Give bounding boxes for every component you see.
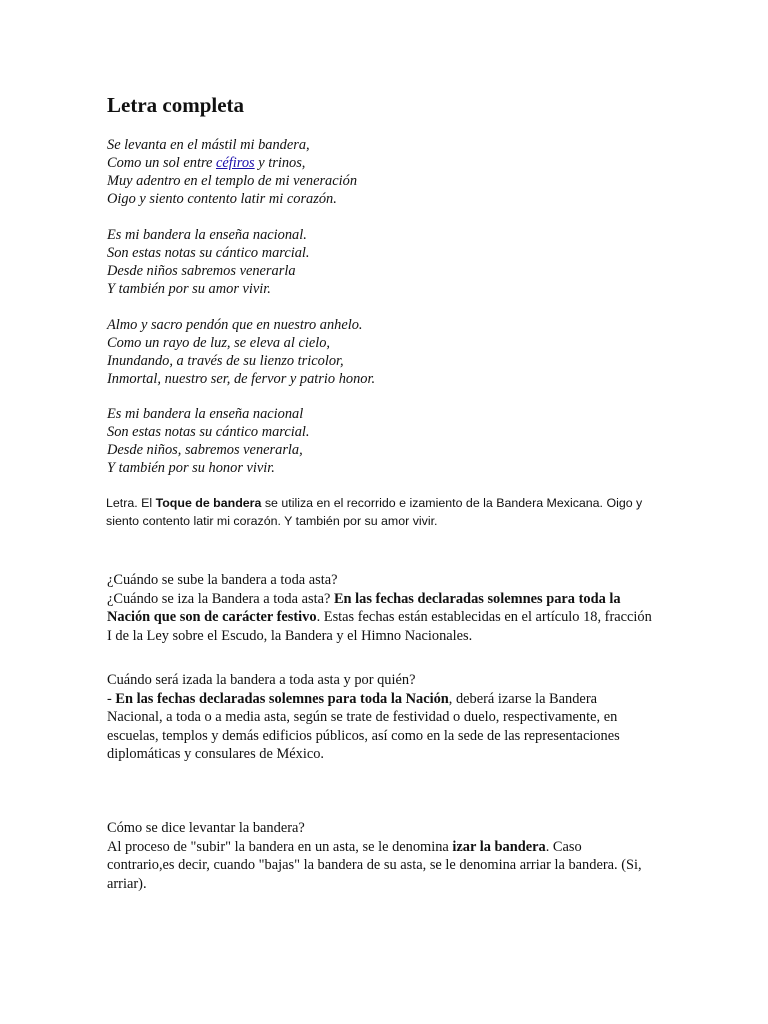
lyric-text: Como un sol entre	[107, 155, 216, 171]
answer-paragraph	[107, 838, 652, 894]
lyric-line: Desde niños, sabremos venerarla,	[107, 442, 303, 458]
lyric-text: y trinos,	[254, 155, 306, 171]
lyric-line: Inmortal, nuestro ser, de fervor y patrio honor.	[107, 371, 376, 387]
note-text: se utiliza en el recorrido e izamiento de la Bandera Mexicana. Oigo y siento contento latir mi corazón. Y también por su amor vivir.	[106, 496, 643, 528]
lyric-line: Almo y sacro pendón que en nuestro anhelo.	[107, 317, 363, 333]
lyric-line: Y también por su honor vivir.	[107, 460, 275, 476]
lyric-line: Son estas notas su cántico marcial.	[107, 245, 310, 261]
lyric-line	[107, 154, 357, 172]
lyric-line: Muy adentro en el templo de mi veneración	[107, 173, 358, 189]
lyric-line: Como un rayo de luz, se eleva al cielo,	[107, 335, 331, 351]
question-heading: Cuándo será izada la bandera a toda asta y por quién?	[107, 672, 416, 688]
lyric-line: Desde niños sabremos venerarla	[107, 263, 296, 279]
lyrics-stanza-1	[107, 136, 357, 208]
lyric-line: Es mi bandera la enseña nacional.	[107, 227, 307, 243]
question-heading: Cómo se dice levantar la bandera?	[107, 820, 305, 836]
answer-bold: En las fechas declaradas solemnes para toda la Nación que son de carácter festivo	[107, 590, 621, 625]
lyric-line: Inundando, a través de su lienzo tricolor,	[107, 353, 344, 369]
qa-block-2	[107, 671, 652, 764]
answer-bold: izar la bandera	[452, 838, 546, 855]
answer-text: ¿Cuándo se iza la Bandera a toda asta?	[107, 590, 334, 607]
lyric-line: Oigo y siento contento latir mi corazón.	[107, 191, 337, 207]
cefiros-link[interactable]: céfiros	[216, 155, 255, 171]
lyric-line: Y también por su amor vivir.	[107, 281, 271, 297]
lyric-line: Es mi bandera la enseña nacional	[107, 406, 304, 422]
answer-text: . Estas fechas están establecidas en el artículo 18, fracción I de la Ley sobre el Escudo, la Bandera y el Himno Nacionales.	[107, 609, 652, 644]
lyrics-stanza-2	[107, 226, 310, 298]
qa-block-3	[107, 819, 652, 893]
note-text: Letra. El	[106, 496, 156, 510]
answer-bold: En las fechas declaradas solemnes para toda la Nación	[115, 690, 449, 707]
note-paragraph	[106, 494, 666, 530]
answer-text: Al proceso de "subir" la bandera en un asta, se le denomina	[107, 838, 453, 855]
answer-paragraph	[107, 690, 652, 764]
lyrics-stanza-3	[107, 316, 375, 388]
note-bold: Toque de bandera	[155, 496, 262, 510]
qa-block-1	[107, 571, 652, 645]
lyric-line: Se levanta en el mástil mi bandera,	[107, 137, 310, 153]
answer-paragraph	[107, 590, 652, 646]
answer-text: -	[107, 690, 116, 707]
answer-text: , deberá izarse la Bandera Nacional, a toda o a media asta, según se trate de festividad o duelo, respectivamente, en escuelas, templos y demás edificios públicos, así como en la sede de las representaciones diplomáticas y consulares de México.	[107, 690, 620, 762]
lyric-line: Son estas notas su cántico marcial.	[107, 424, 310, 440]
answer-text: . Caso contrario,es decir, cuando "bajas" la bandera de su asta, se le denomina arriar la bandera. (Si, arriar).	[107, 838, 642, 892]
page-title: Letra completa	[107, 93, 245, 117]
lyrics-stanza-4	[107, 405, 310, 477]
question-heading: ¿Cuándo se sube la bandera a toda asta?	[107, 572, 338, 588]
